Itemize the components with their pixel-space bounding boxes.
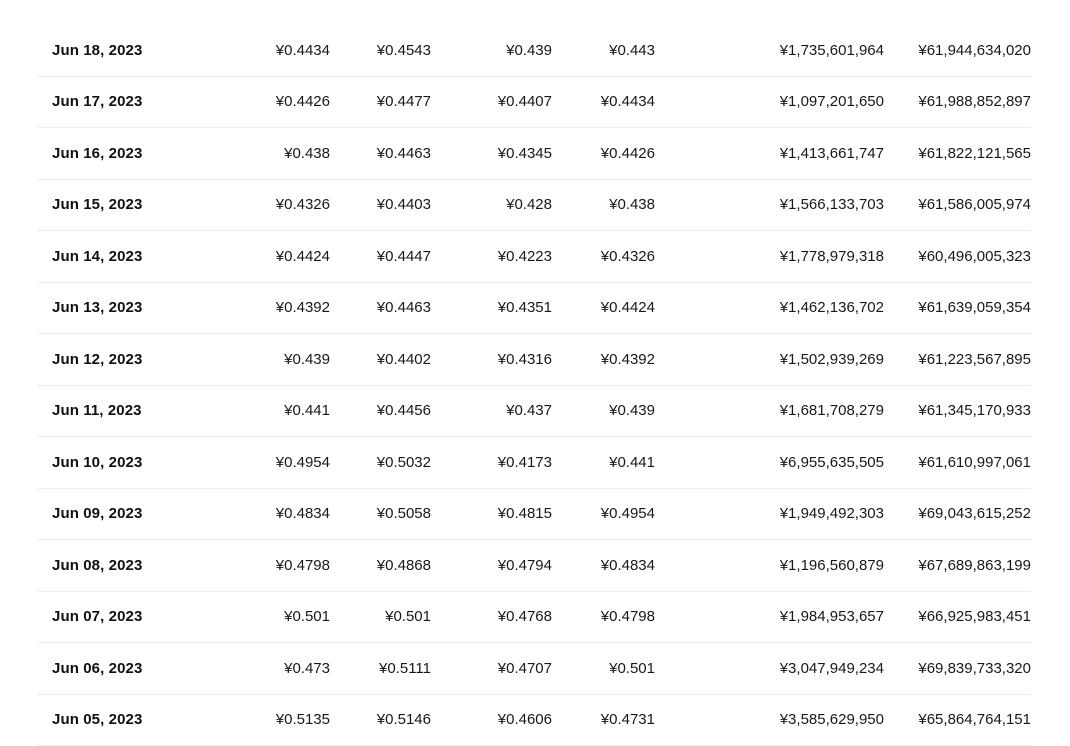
close-price-cell: ¥0.4426: [552, 145, 655, 162]
table-row: [38, 540, 1031, 592]
date-cell: Jun 12, 2023: [38, 351, 168, 368]
high-price-cell: ¥0.4477: [330, 93, 431, 110]
high-price-cell: ¥0.501: [330, 608, 431, 625]
open-price-cell: ¥0.4424: [168, 248, 330, 265]
market-cap-cell: ¥61,610,997,061: [884, 454, 1031, 471]
table-row: [38, 231, 1031, 283]
historical-data-table: [38, 25, 1031, 746]
volume-cell: ¥3,047,949,234: [655, 660, 884, 677]
market-cap-cell: ¥61,223,567,895: [884, 351, 1031, 368]
open-price-cell: ¥0.4954: [168, 454, 330, 471]
date-cell: Jun 10, 2023: [38, 454, 168, 471]
volume-cell: ¥1,778,979,318: [655, 248, 884, 265]
low-price-cell: ¥0.4223: [431, 248, 552, 265]
market-cap-cell: ¥61,586,005,974: [884, 196, 1031, 213]
date-cell: Jun 14, 2023: [38, 248, 168, 265]
date-cell: Jun 15, 2023: [38, 196, 168, 213]
volume-cell: ¥1,566,133,703: [655, 196, 884, 213]
open-price-cell: ¥0.4426: [168, 93, 330, 110]
date-cell: Jun 08, 2023: [38, 557, 168, 574]
date-cell: Jun 06, 2023: [38, 660, 168, 677]
table-row: [38, 592, 1031, 644]
volume-cell: ¥1,984,953,657: [655, 608, 884, 625]
low-price-cell: ¥0.4407: [431, 93, 552, 110]
volume-cell: ¥3,585,629,950: [655, 711, 884, 728]
table-row: [38, 334, 1031, 386]
close-price-cell: ¥0.4834: [552, 557, 655, 574]
close-price-cell: ¥0.4392: [552, 351, 655, 368]
close-price-cell: ¥0.4326: [552, 248, 655, 265]
open-price-cell: ¥0.473: [168, 660, 330, 677]
market-cap-cell: ¥61,944,634,020: [884, 42, 1031, 59]
volume-cell: ¥1,502,939,269: [655, 351, 884, 368]
low-price-cell: ¥0.4606: [431, 711, 552, 728]
date-cell: Jun 13, 2023: [38, 299, 168, 316]
table-row: [38, 695, 1031, 746]
low-price-cell: ¥0.4173: [431, 454, 552, 471]
volume-cell: ¥1,097,201,650: [655, 93, 884, 110]
table-row: [38, 386, 1031, 438]
market-cap-cell: ¥66,925,983,451: [884, 608, 1031, 625]
open-price-cell: ¥0.4834: [168, 505, 330, 522]
volume-cell: ¥1,949,492,303: [655, 505, 884, 522]
low-price-cell: ¥0.4768: [431, 608, 552, 625]
low-price-cell: ¥0.4345: [431, 145, 552, 162]
low-price-cell: ¥0.4707: [431, 660, 552, 677]
open-price-cell: ¥0.501: [168, 608, 330, 625]
high-price-cell: ¥0.4463: [330, 145, 431, 162]
low-price-cell: ¥0.4351: [431, 299, 552, 316]
close-price-cell: ¥0.4798: [552, 608, 655, 625]
volume-cell: ¥6,955,635,505: [655, 454, 884, 471]
high-price-cell: ¥0.4463: [330, 299, 431, 316]
table-row: [38, 128, 1031, 180]
market-cap-cell: ¥60,496,005,323: [884, 248, 1031, 265]
high-price-cell: ¥0.4403: [330, 196, 431, 213]
low-price-cell: ¥0.428: [431, 196, 552, 213]
close-price-cell: ¥0.4434: [552, 93, 655, 110]
high-price-cell: ¥0.5058: [330, 505, 431, 522]
open-price-cell: ¥0.4434: [168, 42, 330, 59]
high-price-cell: ¥0.4402: [330, 351, 431, 368]
table-row: [38, 25, 1031, 77]
volume-cell: ¥1,462,136,702: [655, 299, 884, 316]
low-price-cell: ¥0.4316: [431, 351, 552, 368]
market-cap-cell: ¥69,043,615,252: [884, 505, 1031, 522]
market-cap-cell: ¥61,988,852,897: [884, 93, 1031, 110]
table-row: [38, 77, 1031, 129]
low-price-cell: ¥0.439: [431, 42, 552, 59]
date-cell: Jun 11, 2023: [38, 402, 168, 419]
date-cell: Jun 09, 2023: [38, 505, 168, 522]
open-price-cell: ¥0.5135: [168, 711, 330, 728]
close-price-cell: ¥0.501: [552, 660, 655, 677]
high-price-cell: ¥0.5032: [330, 454, 431, 471]
table-row: [38, 489, 1031, 541]
market-cap-cell: ¥61,822,121,565: [884, 145, 1031, 162]
close-price-cell: ¥0.443: [552, 42, 655, 59]
market-cap-cell: ¥65,864,764,151: [884, 711, 1031, 728]
close-price-cell: ¥0.439: [552, 402, 655, 419]
date-cell: Jun 16, 2023: [38, 145, 168, 162]
volume-cell: ¥1,735,601,964: [655, 42, 884, 59]
open-price-cell: ¥0.4798: [168, 557, 330, 574]
close-price-cell: ¥0.4954: [552, 505, 655, 522]
open-price-cell: ¥0.439: [168, 351, 330, 368]
high-price-cell: ¥0.4543: [330, 42, 431, 59]
market-cap-cell: ¥61,639,059,354: [884, 299, 1031, 316]
open-price-cell: ¥0.4392: [168, 299, 330, 316]
high-price-cell: ¥0.4447: [330, 248, 431, 265]
table-row: [38, 180, 1031, 232]
low-price-cell: ¥0.437: [431, 402, 552, 419]
volume-cell: ¥1,196,560,879: [655, 557, 884, 574]
open-price-cell: ¥0.438: [168, 145, 330, 162]
market-cap-cell: ¥67,689,863,199: [884, 557, 1031, 574]
table-row: [38, 643, 1031, 695]
low-price-cell: ¥0.4794: [431, 557, 552, 574]
high-price-cell: ¥0.5111: [330, 660, 431, 677]
date-cell: Jun 07, 2023: [38, 608, 168, 625]
open-price-cell: ¥0.441: [168, 402, 330, 419]
close-price-cell: ¥0.438: [552, 196, 655, 213]
high-price-cell: ¥0.4456: [330, 402, 431, 419]
date-cell: Jun 18, 2023: [38, 42, 168, 59]
close-price-cell: ¥0.4424: [552, 299, 655, 316]
close-price-cell: ¥0.441: [552, 454, 655, 471]
table-row: [38, 283, 1031, 335]
market-cap-cell: ¥69,839,733,320: [884, 660, 1031, 677]
volume-cell: ¥1,413,661,747: [655, 145, 884, 162]
date-cell: Jun 17, 2023: [38, 93, 168, 110]
high-price-cell: ¥0.4868: [330, 557, 431, 574]
table-row: [38, 437, 1031, 489]
high-price-cell: ¥0.5146: [330, 711, 431, 728]
close-price-cell: ¥0.4731: [552, 711, 655, 728]
volume-cell: ¥1,681,708,279: [655, 402, 884, 419]
market-cap-cell: ¥61,345,170,933: [884, 402, 1031, 419]
open-price-cell: ¥0.4326: [168, 196, 330, 213]
date-cell: Jun 05, 2023: [38, 711, 168, 728]
low-price-cell: ¥0.4815: [431, 505, 552, 522]
